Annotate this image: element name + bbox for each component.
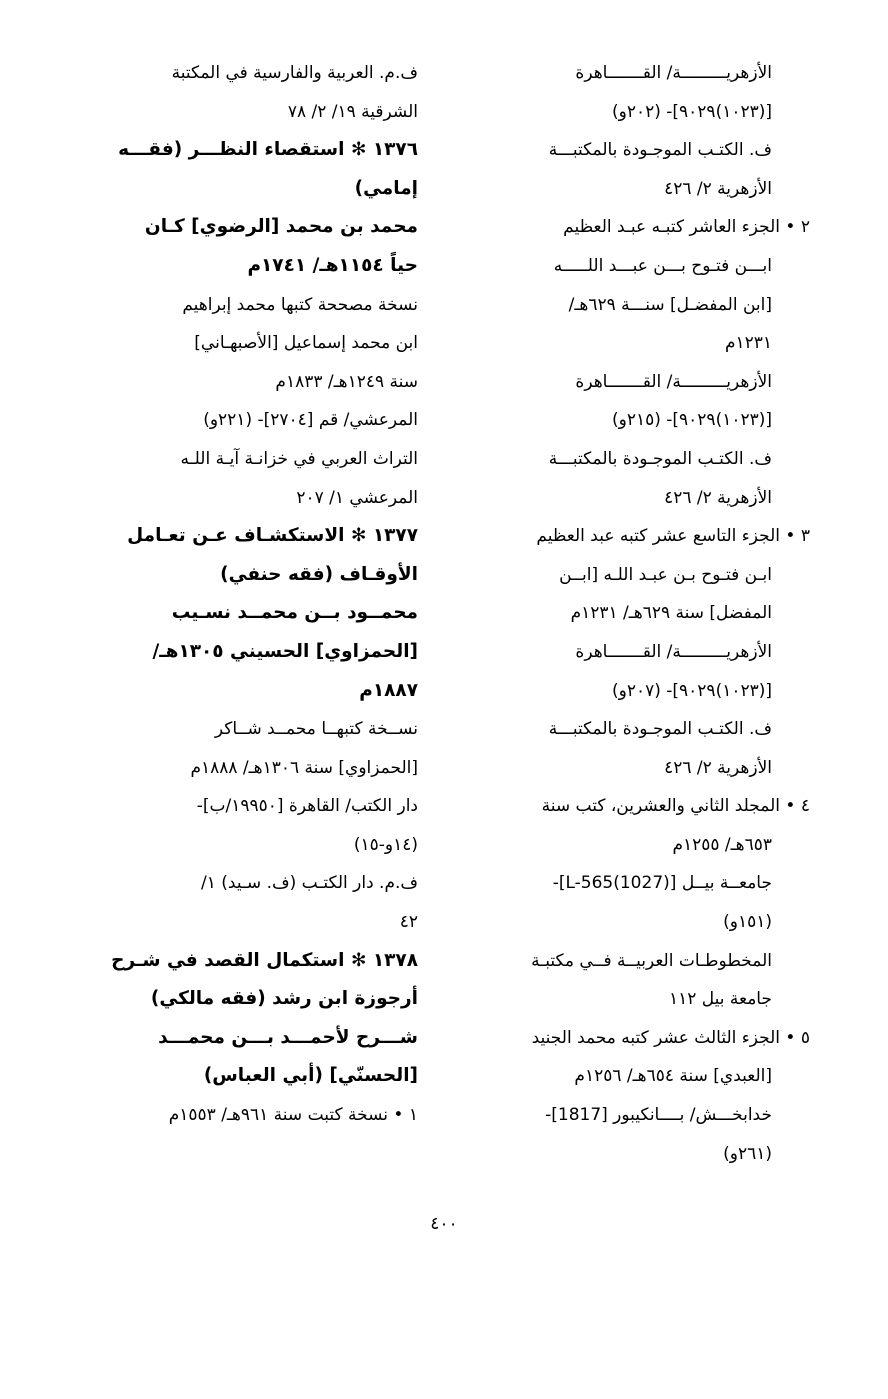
text-line: (٢٦١و): [723, 1143, 772, 1164]
text-line: جامعــة بيــل [L-565(1027)]-: [552, 873, 772, 894]
text-line: [الحسنّي] (أبي العباس): [203, 1065, 418, 1087]
text-line: نسخة مصححة كتبها محمد إبراهيم: [182, 294, 418, 315]
text-line: ف. الكتـب الموجـودة بالمكتبـــة: [548, 448, 772, 469]
text-line: الشرقية ١٩/ ٢/ ٧٨: [287, 101, 418, 122]
text-line: الأزهريـــــــــة/ القـــــــاهرة: [575, 63, 772, 83]
text-line: ابـن فتـوح بـن عبـد اللـه [ابــن: [559, 564, 772, 585]
page-number: ٤٠٠: [430, 1214, 458, 1234]
text-line: نســخة كتبهــا محمــد شــاكر: [214, 719, 418, 740]
text-line: ٣ • الجزء التاسع عشر كتبه عبد العظيم: [536, 526, 810, 547]
text-line: ١٣٧٧ ✻ الاستكشـاف عـن تعـامل: [127, 525, 418, 547]
text-line: شـــرح لأحمـــد بـــن محمـــد: [158, 1026, 418, 1048]
text-line: الأزهريـــــــــة/ القـــــــاهرة: [575, 641, 772, 662]
text-line: المرعشي/ قم [٢٧٠٤]- (٢٢١و): [203, 410, 418, 431]
text-line: ١٢٣١م: [724, 333, 772, 354]
text-line: سنة ١٢٤٩هـ/ ١٨٣٣م: [275, 371, 418, 392]
text-line: أرجوزة ابن رشد (فقه مالكي): [150, 988, 418, 1010]
text-line: ف. الكتـب الموجـودة بالمكتبـــة: [548, 719, 772, 740]
text-line: دار الكتب/ القاهرة [١٩٩٥٠/ب]-: [196, 796, 418, 817]
text-line: ٦٥٣هـ/ ١٢٥٥م: [672, 834, 772, 855]
text-line: [العبدي] سنة ٦٥٤هـ/ ١٢٥٦م: [574, 1066, 772, 1087]
text-line: خدابخـــش/ بــــانكيبور [1817]-: [545, 1105, 772, 1126]
text-line: [الحمزاوي] سنة ١٣٠٦هـ/ ١٨٨٨م: [190, 757, 418, 778]
text-line: التراث العربي في خزانـة آيـة اللـه: [180, 448, 418, 469]
text-line: ١٣٧٦ ✻ استقصاء النظـــر (فقـــه: [118, 139, 418, 161]
text-line: [الحمزاوي] الحسيني ١٣٠٥هـ/: [152, 640, 418, 662]
text-line: [(١٠٢٣)٩٠٢٩]- (٢١٥و): [611, 410, 772, 431]
text-line: المخطوطـات العربيــة فــي مكتبـة: [531, 950, 772, 971]
text-line: الأزهرية ٢/ ٤٢٦: [664, 757, 772, 778]
text-line: ٥ • الجزء الثالث عشر كتبه محمد الجنيد: [531, 1027, 810, 1048]
text-line: ٢ • الجزء العاشر كتبـه عبـد العظيم: [563, 217, 810, 238]
text-line: (١٥١و): [723, 912, 772, 933]
text-line: ١٣٧٨ ✻ استكمال القصد في شـرح: [111, 949, 418, 971]
text-line: الأزهرية ٢/ ٤٢٦: [664, 487, 772, 508]
left-column: [82, 54, 418, 1135]
text-line: الأوقـاف (فقه حنفي): [220, 563, 418, 585]
text-line: إمامي): [354, 177, 418, 199]
text-line: ف.م. دار الكتـب (ف. سـيد) ١/: [200, 873, 418, 894]
text-line: ابن محمد إسماعيل [الأصبهـاني]: [194, 333, 418, 354]
text-line: المرعشي ١/ ٢٠٧: [296, 487, 418, 508]
text-line: محمــود بــن محمــد نسـيب: [171, 602, 418, 624]
text-line: الأزهرية ٢/ ٤٢٦: [664, 178, 772, 199]
text-line: حياً ١١٥٤هـ/ ١٧٤١م: [247, 254, 418, 276]
text-line: جامعة بيل ١١٢: [668, 989, 772, 1010]
text-line: ١ • نسخة كتبت سنة ٩٦١هـ/ ١٥٥٣م: [168, 1105, 418, 1126]
text-line: [ابن المفضـل] سنـــة ٦٢٩هـ/: [568, 294, 772, 315]
text-line: ١٨٨٧م: [359, 679, 418, 701]
text-line: [(١٠٢٣)٩٠٢٩]- (٢٠٢و): [611, 101, 772, 122]
text-line: الأزهريـــــــــة/ القـــــــاهرة: [575, 371, 772, 392]
text-line: [(١٠٢٣)٩٠٢٩]- (٢٠٧و): [611, 680, 772, 701]
text-line: محمد بن محمد [الرضوي] كـان: [144, 216, 418, 238]
text-line: المفضل] سنة ٦٢٩هـ/ ١٢٣١م: [570, 603, 772, 624]
text-line: ف. الكتـب الموجـودة بالمكتبـــة: [548, 140, 772, 161]
right-column: [470, 54, 810, 1173]
text-line: (١٤و-١٥): [353, 834, 418, 855]
text-line: ابـــن فتـوح بـــن عبـــد اللـــــه: [553, 255, 772, 276]
text-line: ٤٢: [399, 912, 418, 933]
text-line: ٤ • المجلد الثاني والعشرين، كتب سنة: [541, 796, 810, 817]
text-line: ف.م. العربية والفارسية في المكتبة: [171, 63, 418, 83]
